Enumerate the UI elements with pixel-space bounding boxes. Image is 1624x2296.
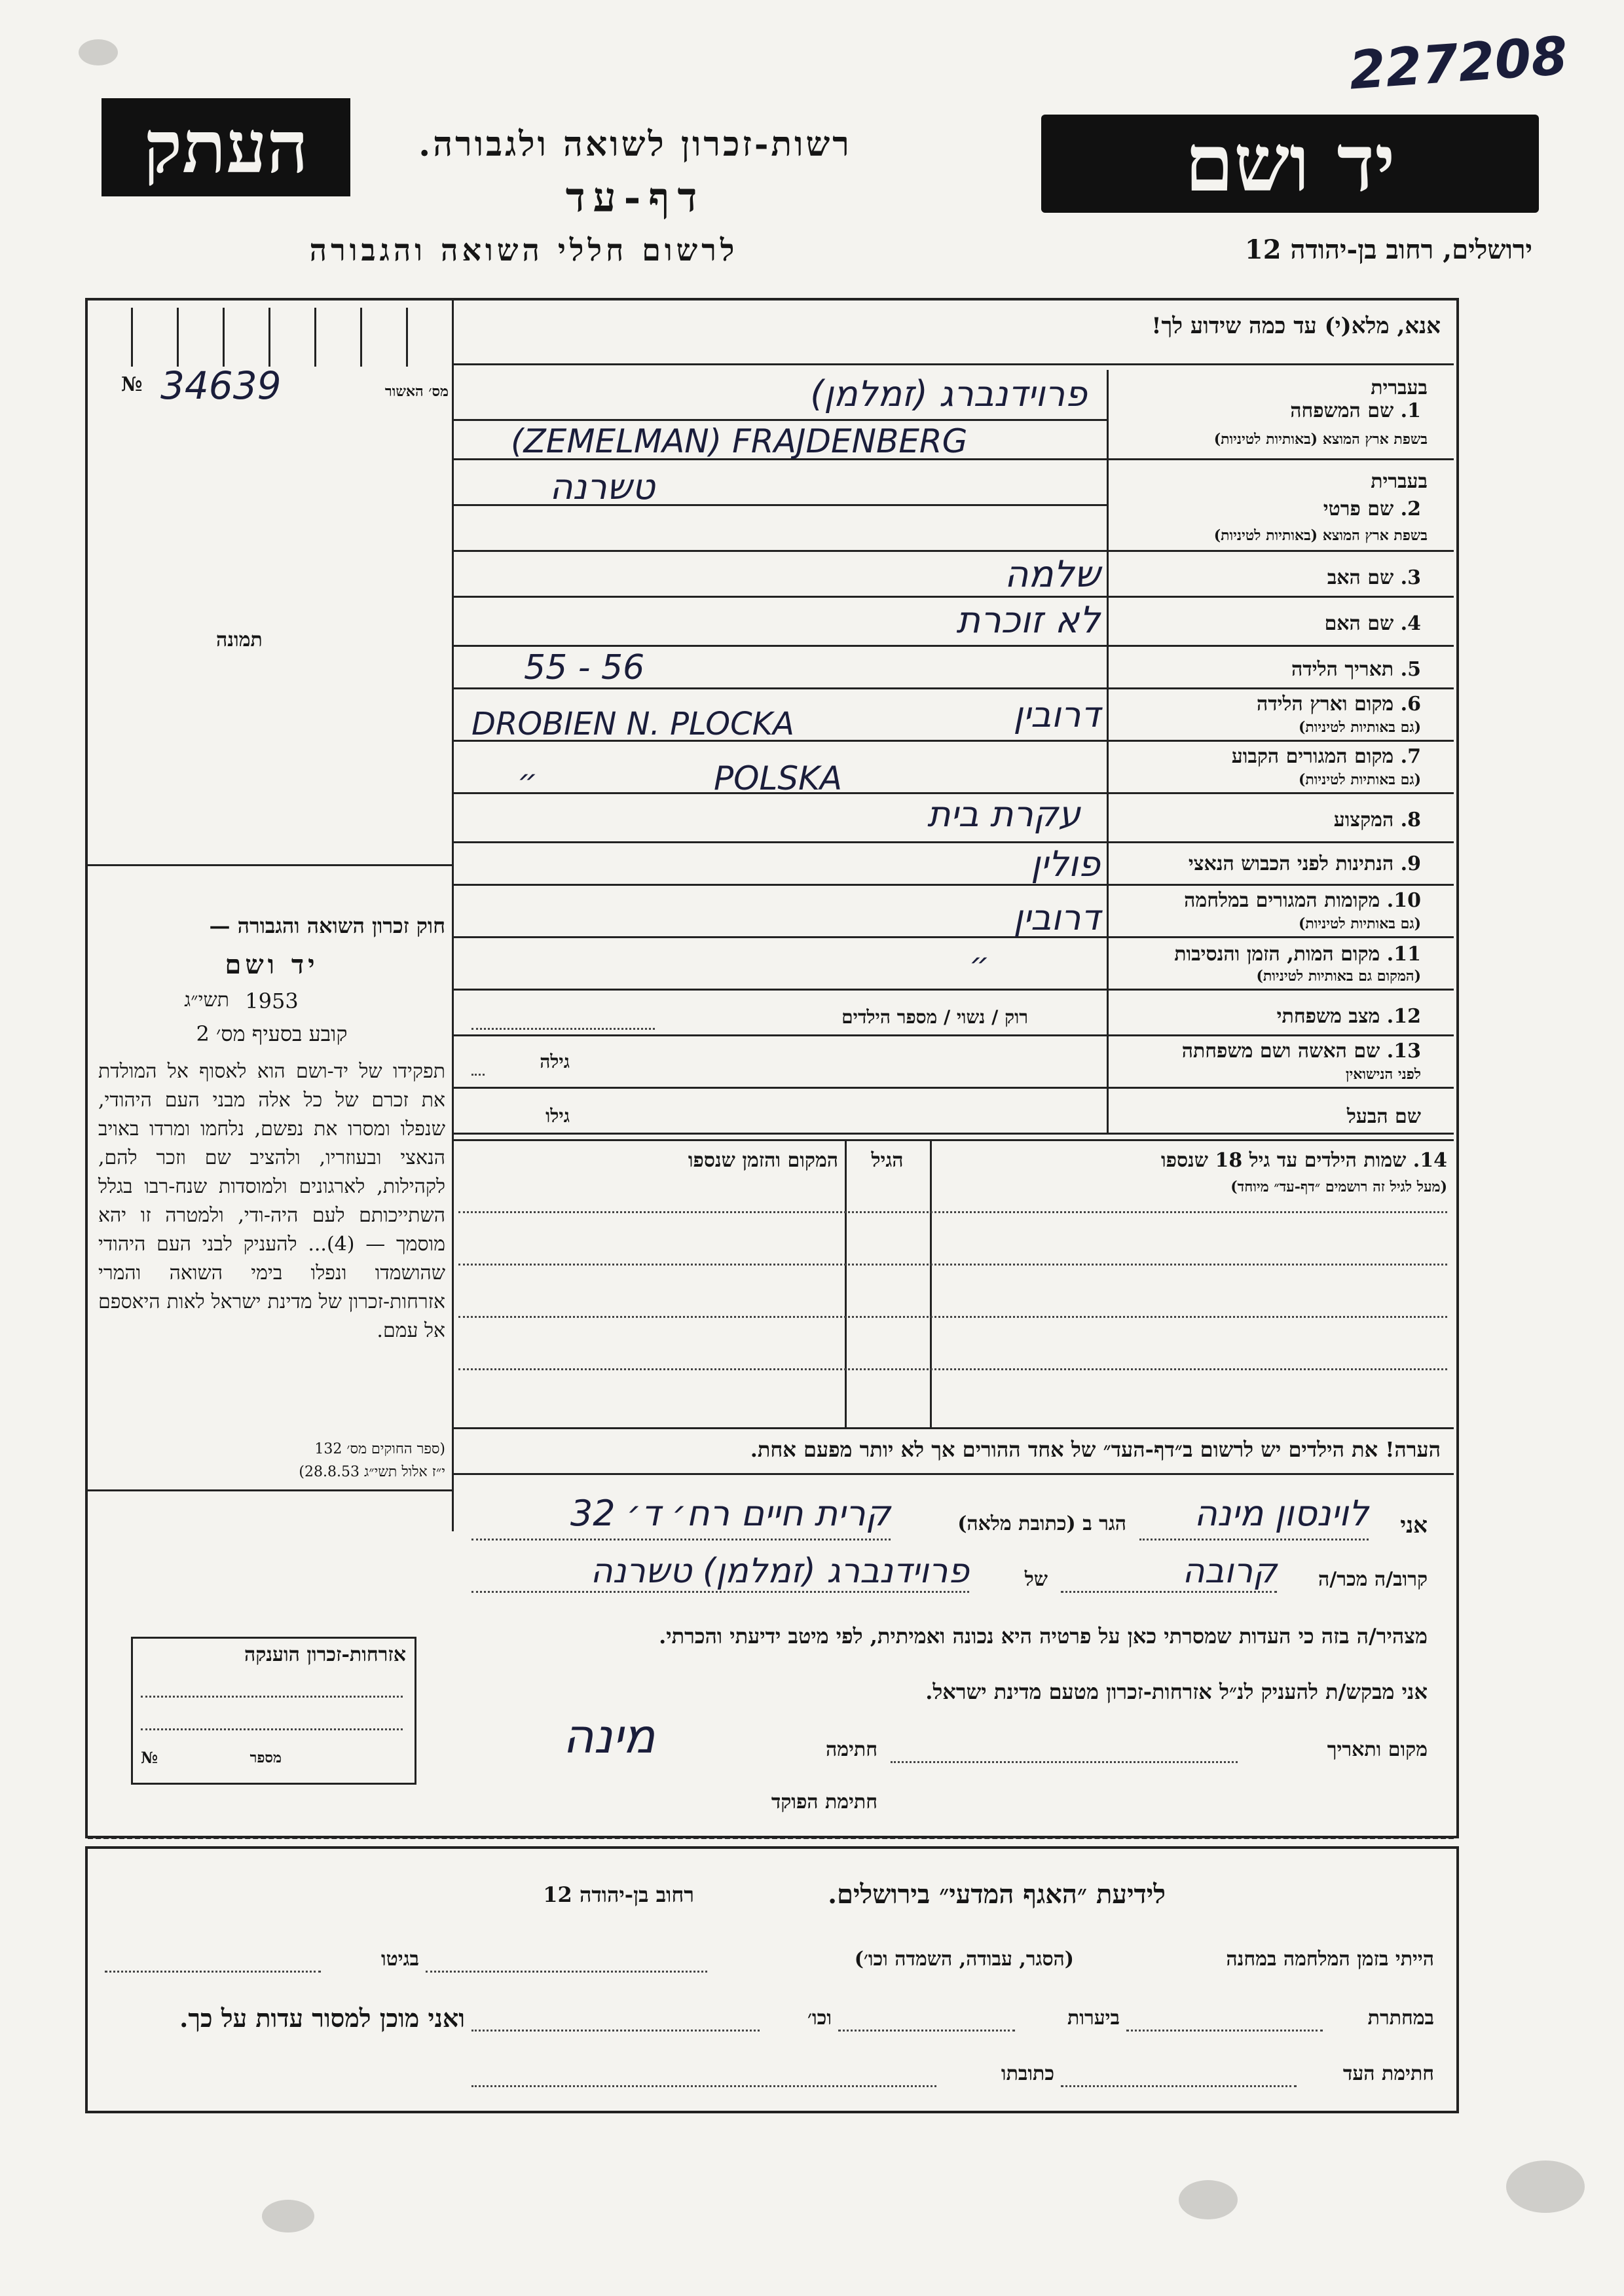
footer-divider	[88, 1836, 1454, 1839]
relation-label: קרוב/ה מכר/ה	[1318, 1568, 1428, 1591]
photo-box-bottom	[88, 864, 452, 866]
law-year: 1953	[245, 989, 299, 1013]
footer-line2-b: ביערות	[1067, 2007, 1120, 2030]
clerk-signature-label: חתימת הפוקד	[771, 1791, 877, 1813]
children-label: 14. שמות הילדים עד גיל 18 שנספו	[1160, 1149, 1447, 1172]
children-row-line	[458, 1211, 1447, 1213]
citizenship-number-label: מספר	[249, 1749, 282, 1766]
row-line	[454, 645, 1454, 647]
left-column-divider	[452, 301, 454, 1531]
footer-address: רחוב בן-יהודה 12	[543, 1882, 694, 1907]
scan-speck	[79, 39, 118, 65]
footer-line1-c: בגיטו	[380, 1948, 419, 1971]
law-text: תפקידו של יד-ושם הוא לאסוף אל המולדת את זכרם של כל אלה מבני העם היהודי, שנפלו ומסרו את נפשם, נלחמו ומרדו באויב הנאצי ובעוזריו, ולהציב שם וזכר להם, לקהילות, לארגונים ולמוסדות שנח-רבו בגלל השתייכותם לעם היה-ודי, ולמטרה זו יהא מוסמך — (4)... להעניק לבני העם היהודי שהושמדו ונפלו בימי השואה והמרי אזרחות-זכרון של מדינת ישראל לאות היאספם אל עמם.	[98, 1060, 445, 1342]
law-source-1: (ספר החוקים מס׳ 132	[314, 1441, 445, 1457]
row-line	[454, 419, 1107, 421]
field-13-label: 13. שם האשה ושם משפחתה	[1181, 1040, 1421, 1063]
field-1-label: 1. שם המשפחה	[1290, 399, 1421, 422]
row-line	[454, 1087, 1454, 1089]
field-6-sub: (גם באותיות לטיניות)	[1298, 719, 1421, 736]
field-4-label: 4. שם האם	[1324, 612, 1421, 635]
relation-of-line	[471, 1591, 969, 1593]
field-10-value[interactable]: דרובין	[1013, 897, 1100, 938]
footer-ghetto-dots[interactable]	[105, 1971, 321, 1973]
scan-speck	[1179, 2180, 1238, 2219]
footer-signature-dots[interactable]	[1061, 2085, 1297, 2087]
field-5-value[interactable]: 55 - 56	[524, 648, 645, 687]
law-heb-year: תשי״ג	[184, 989, 229, 1011]
declarant-name[interactable]: לוינסון מינה	[1194, 1493, 1369, 1534]
archive-number-stripes	[92, 308, 449, 367]
signature: מינה	[563, 1709, 655, 1764]
field-10-label: 10. מקומות המגורים במלחמה	[1184, 889, 1421, 912]
place-date-label: מקום ותאריך	[1327, 1738, 1428, 1761]
row-line	[454, 596, 1454, 598]
wife-age-dots	[471, 1074, 485, 1076]
field-6-value-latin[interactable]: DROBIEN N. PLOCKA	[471, 706, 794, 742]
declarant-i-label: אני	[1400, 1512, 1428, 1539]
relation-value[interactable]: קרובה	[1182, 1552, 1277, 1591]
husband-age-label: גילו	[545, 1105, 570, 1127]
footer-address-dots[interactable]	[471, 2085, 936, 2087]
field-11-value-ditto[interactable]: ״	[969, 946, 989, 983]
scan-speck	[1506, 2160, 1585, 2213]
field-8-label: 8. המקצוע	[1333, 809, 1421, 831]
children-col-age-right	[930, 1139, 932, 1427]
place-date-line[interactable]	[891, 1761, 1238, 1763]
scan-speck	[262, 2200, 314, 2232]
yad-vashem-logo: יד ושם	[1041, 115, 1539, 213]
field-1-tag: בעברית	[1371, 376, 1428, 399]
children-bottom-line	[454, 1427, 1454, 1429]
field-9-label: 9. הנתינות לפני הכבוש הנאצי	[1188, 852, 1421, 875]
citizenship-line	[141, 1696, 403, 1698]
children-row-line	[458, 1264, 1447, 1266]
note-divider	[454, 1473, 1454, 1475]
field-10-sub: (גם באותיות לטיניות)	[1298, 915, 1421, 932]
copy-stamp-logo: העתק	[101, 98, 350, 196]
field-12-label: 12. מצב משפחתי	[1276, 1005, 1421, 1028]
doc-number: 227208	[1347, 25, 1570, 101]
children-sub: (מעל לגיל זה רושמים ״דף-עד״ מיוחד)	[1230, 1178, 1447, 1195]
authority-name: רשות-זכרון לשואה ולגבורה.	[418, 124, 852, 164]
children-col-age: הגיל	[871, 1149, 904, 1172]
field-3-value[interactable]: שלמה	[1004, 553, 1100, 596]
wife-age-label: גילה	[540, 1051, 570, 1072]
marital-dots	[471, 1028, 655, 1030]
signature-label: חתימה	[826, 1738, 877, 1761]
footer-line2-a: במחתרת	[1367, 2007, 1434, 2030]
field-2-sub: בשפת ארץ המוצא (באותיות לטיניות)	[1213, 527, 1428, 544]
footer-line1-b: (הסגר, עבודה, השמדה וכו׳)	[854, 1948, 1074, 1971]
row-line	[454, 1133, 1454, 1135]
declarant-name-line	[1139, 1539, 1369, 1540]
relation-of-label: של	[1024, 1568, 1048, 1591]
relation-of-value[interactable]: פרוידנברג (זמלמן) טשרנה	[590, 1552, 969, 1591]
declarant-residing-label: הגר ב (כתובת מלאה)	[957, 1512, 1126, 1535]
law-institution: יד ושם	[225, 949, 319, 980]
footer-line2-d: ואני מוכן למסור עדות על כך.	[179, 2003, 465, 2033]
field-7-value-latin[interactable]: POLSKA	[714, 759, 843, 797]
footer-line2-dots-2[interactable]	[838, 2030, 1015, 2032]
photo-label: תמונה	[216, 629, 263, 651]
children-col-age-left	[845, 1139, 847, 1427]
address: ירושלים, רחוב בן-יהודה 12	[1244, 234, 1532, 265]
field-4-value[interactable]: לא זוכרת	[956, 599, 1100, 642]
citizenship-line	[141, 1728, 403, 1730]
form-subtitle: לרשום חללי השואה והגבורה	[309, 232, 739, 268]
row-line	[454, 1034, 1454, 1036]
field-6-label: 6. מקום וארץ הלידה	[1256, 693, 1421, 716]
field-1-sub: בשפת ארץ המוצא (באותיות לטיניות)	[1213, 431, 1428, 448]
footer-line3-a: חתימת העד	[1342, 2062, 1434, 2085]
field-7-value-ditto[interactable]: ״	[517, 763, 538, 799]
field-9-value[interactable]: פולין	[1031, 843, 1100, 884]
field-2-tag: בעברית	[1371, 470, 1428, 493]
footer-line1-a: הייתי בזמן המלחמה במחנה	[1226, 1948, 1434, 1971]
footer-title: לידיעת ״האגף המדעי״ בירושלים.	[828, 1879, 1166, 1910]
archive-label: מס׳ האשור	[384, 383, 449, 400]
citizenship-title: אזרחות-זכרון הוענקה	[244, 1643, 406, 1666]
husband-label: שם הבעל	[1346, 1105, 1421, 1128]
request-text: אני מבקש/ת להעניק לנ״ל אזרחות-זכרון מטעם מדינת ישראל.	[925, 1679, 1428, 1704]
children-row-line	[458, 1368, 1447, 1370]
field-11-sub: (המקום גם באותיות לטיניות)	[1256, 968, 1421, 985]
citizenship-no-symbol: №	[141, 1748, 158, 1767]
field-7-sub: (גם באותיות לטיניות)	[1298, 771, 1421, 788]
law-source-2: י״ז אלול תשי״ג 28.8.53)	[299, 1464, 445, 1480]
archive-number: 34639	[160, 363, 282, 408]
row-line	[454, 550, 1454, 552]
children-top-line	[454, 1139, 1454, 1141]
declarant-address-line	[471, 1539, 891, 1540]
archive-no-symbol: №	[121, 373, 143, 396]
marital-options: רוק / נשוי / מספר הילדים	[841, 1006, 1028, 1028]
field-6-value-hebrew[interactable]: דרובין	[1013, 694, 1100, 735]
footer-line2-dots-3[interactable]	[471, 2030, 760, 2032]
row-line	[454, 687, 1454, 689]
field-5-label: 5. תאריך הלידה	[1291, 658, 1421, 681]
children-col-place: המקום והזמן שנספו	[688, 1149, 838, 1172]
field-13-sub: לפני הנישואין	[1345, 1066, 1421, 1083]
footer-line3-b: כתובתו	[1001, 2062, 1054, 2085]
declarant-address[interactable]: קרית חיים רח׳ ד׳ 32	[570, 1493, 891, 1534]
intro-text: אנא, מלא(י) עד כמה שידוע לך!	[1151, 313, 1441, 339]
field-8-value[interactable]: עקרת בית	[927, 793, 1080, 835]
declaration-text: מצהיר/ה בזה כי העדות שמסרתי כאן על פרטיה היא נכונה ואמיתית, לפי מיטב ידיעתי והכרתי.	[659, 1624, 1428, 1649]
field-2-value[interactable]: טשרנה	[549, 466, 655, 507]
label-column-divider	[1107, 370, 1109, 1133]
field-1-value-hebrew[interactable]: פרוידנברג (זמלמן)	[810, 373, 1087, 414]
row-line	[454, 989, 1454, 991]
law-box-bottom	[88, 1489, 452, 1491]
footer-line2-dots-1[interactable]	[1126, 2030, 1323, 2032]
field-11-label: 11. מקום המות, הזמן והנסיבות	[1174, 943, 1421, 966]
law-title: חוק זכרון השואה והגבורה —	[209, 913, 445, 938]
children-row-line	[458, 1316, 1447, 1318]
field-3-label: 3. שם האב	[1327, 566, 1421, 589]
relation-line	[1061, 1591, 1277, 1593]
form-title: דף-עד	[565, 173, 705, 221]
field-2-label: 2. שם פרטי	[1323, 498, 1421, 520]
field-1-value-latin[interactable]: (ZEMELMAN) FRAJDENBERG	[511, 422, 968, 460]
footer-line1-dots[interactable]	[426, 1971, 707, 1973]
footer-line2-c: וכו׳	[807, 2007, 832, 2030]
law-clause: קובע בסעיף מס׳ 2	[196, 1021, 348, 1046]
field-7-label: 7. מקום המגורים הקבוע	[1231, 745, 1421, 768]
children-note: הערה! את הילדים יש לרשום ב״דף-העד״ של אחד ההורים אך לא יותר מפעם אחת.	[750, 1437, 1441, 1462]
intro-divider	[454, 363, 1454, 365]
